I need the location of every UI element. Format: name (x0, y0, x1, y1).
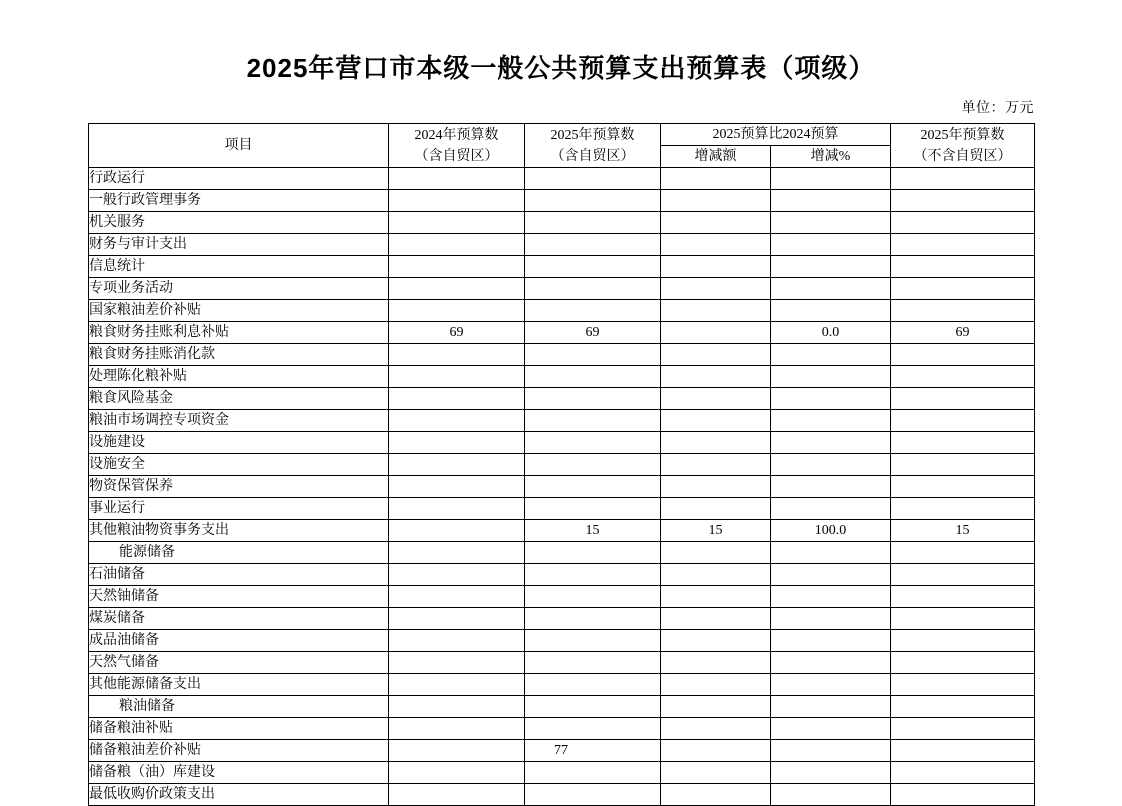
row-item-name: 物资保管保养 (89, 476, 389, 498)
row-item-name: 财务与审计支出 (89, 234, 389, 256)
table-row (89, 190, 1035, 212)
table-row (89, 410, 1035, 432)
header-2024-line2: （含自贸区） (414, 148, 499, 164)
table-row (89, 300, 1035, 322)
row-value-percent (771, 454, 891, 476)
row-value-2025 (525, 344, 661, 366)
row-value-2025-excl (891, 674, 1035, 696)
row-value-2024 (389, 454, 525, 476)
row-value-percent (771, 366, 891, 388)
row-value-delta (661, 498, 771, 520)
table-row (89, 366, 1035, 388)
row-value-2024 (389, 300, 525, 322)
row-value-2025 (525, 784, 661, 806)
row-item-name: 石油储备 (89, 564, 389, 586)
table-row (89, 608, 1035, 630)
row-value-2024 (389, 432, 525, 454)
row-value-percent (771, 168, 891, 190)
row-value-2025 (525, 212, 661, 234)
row-item-name: 信息统计 (89, 256, 389, 278)
row-value-2025-excl (891, 212, 1035, 234)
table-row (89, 586, 1035, 608)
row-value-2025 (525, 366, 661, 388)
table-row (89, 432, 1035, 454)
row-value-2025 (525, 234, 661, 256)
row-value-2025-excl (891, 234, 1035, 256)
row-value-delta (661, 300, 771, 322)
row-value-2025 (525, 278, 661, 300)
row-value-2024 (389, 212, 525, 234)
row-value-2025-excl (891, 696, 1035, 718)
row-item-name: 储备粮油补贴 (89, 718, 389, 740)
row-value-2025 (525, 696, 661, 718)
row-value-2025: 69 (525, 322, 661, 344)
row-item-name: 粮食风险基金 (89, 388, 389, 410)
table-header (89, 124, 1035, 168)
row-value-2025-excl (891, 256, 1035, 278)
row-value-2024 (389, 256, 525, 278)
row-value-2025-excl (891, 476, 1035, 498)
row-value-2025 (525, 168, 661, 190)
row-value-delta (661, 432, 771, 454)
row-item-name: 设施建设 (89, 432, 389, 454)
row-value-2025 (525, 564, 661, 586)
row-value-2025-excl (891, 762, 1035, 784)
row-value-delta (661, 388, 771, 410)
row-value-percent (771, 410, 891, 432)
row-value-percent (771, 256, 891, 278)
header-2025-line2: （含自贸区） (550, 148, 635, 164)
header-item: 项目 (89, 124, 389, 168)
row-value-2025-excl (891, 190, 1035, 212)
row-value-delta (661, 344, 771, 366)
row-value-2025 (525, 256, 661, 278)
table-row (89, 564, 1035, 586)
row-item-name: 其他粮油物资事务支出 (89, 520, 389, 542)
header-2024-line1: 2024年预算数 (414, 127, 499, 143)
row-value-2025-excl (891, 784, 1035, 806)
row-value-2024 (389, 674, 525, 696)
row-value-percent: 100.0 (771, 520, 891, 542)
row-item-name: 一般行政管理事务 (89, 190, 389, 212)
row-value-percent (771, 432, 891, 454)
row-value-delta (661, 762, 771, 784)
table-row (89, 520, 1035, 542)
table-row (89, 256, 1035, 278)
row-value-2025 (525, 674, 661, 696)
page-title: 2025年营口市本级一般公共预算支出预算表（项级） (246, 53, 876, 83)
table-row (89, 652, 1035, 674)
table-row (89, 278, 1035, 300)
row-item-name: 最低收购价政策支出 (89, 784, 389, 806)
table-row (89, 762, 1035, 784)
row-value-2025-excl (891, 168, 1035, 190)
row-value-delta: 15 (661, 520, 771, 542)
row-value-2024: 69 (389, 322, 525, 344)
row-item-name: 储备粮油差价补贴 (89, 740, 389, 762)
row-value-percent: 0.0 (771, 322, 891, 344)
row-value-delta (661, 454, 771, 476)
row-value-2024 (389, 344, 525, 366)
row-value-2025 (525, 190, 661, 212)
unit-label: 单位：万元 (961, 99, 1034, 115)
row-item-name: 其他能源储备支出 (89, 674, 389, 696)
row-value-percent (771, 608, 891, 630)
row-value-2024 (389, 542, 525, 564)
table-row (89, 630, 1035, 652)
row-value-delta (661, 652, 771, 674)
row-value-percent (771, 300, 891, 322)
row-value-2024 (389, 520, 525, 542)
row-item-name: 粮油储备 (89, 696, 389, 718)
row-value-delta (661, 322, 771, 344)
row-value-delta (661, 542, 771, 564)
row-value-percent (771, 718, 891, 740)
table-row (89, 212, 1035, 234)
row-item-name: 机关服务 (89, 212, 389, 234)
row-item-name: 事业运行 (89, 498, 389, 520)
row-value-percent (771, 388, 891, 410)
row-value-2025-excl (891, 300, 1035, 322)
row-value-2025 (525, 608, 661, 630)
row-item-name: 成品油储备 (89, 630, 389, 652)
table-row (89, 674, 1035, 696)
row-value-2025 (525, 454, 661, 476)
row-value-percent (771, 652, 891, 674)
table-row (89, 696, 1035, 718)
row-item-name: 能源储备 (89, 542, 389, 564)
row-value-2024 (389, 564, 525, 586)
row-value-2024 (389, 652, 525, 674)
row-item-name: 粮食财务挂账利息补贴 (89, 322, 389, 344)
header-compare-group: 2025预算比2024预算 (661, 124, 891, 146)
row-value-delta (661, 410, 771, 432)
row-value-2025-excl (891, 542, 1035, 564)
row-value-2025-excl: 15 (891, 520, 1035, 542)
table-row (89, 388, 1035, 410)
row-value-2025-excl (891, 630, 1035, 652)
table-row (89, 454, 1035, 476)
row-value-2025-excl (891, 498, 1035, 520)
row-item-name: 粮食财务挂账消化款 (89, 344, 389, 366)
header-2025-excl (891, 124, 1035, 168)
row-item-name: 天然气储备 (89, 652, 389, 674)
row-value-2024 (389, 784, 525, 806)
row-value-delta (661, 586, 771, 608)
table-row (89, 322, 1035, 344)
row-value-percent (771, 784, 891, 806)
row-value-2025-excl (891, 718, 1035, 740)
header-2025-excl-line2: （不含自贸区） (913, 148, 1012, 164)
row-value-2024 (389, 234, 525, 256)
table-row (89, 168, 1035, 190)
row-value-2025 (525, 388, 661, 410)
table-row (89, 542, 1035, 564)
row-value-2025-excl (891, 586, 1035, 608)
row-value-delta (661, 278, 771, 300)
row-value-delta (661, 608, 771, 630)
row-value-percent (771, 476, 891, 498)
row-value-2025-excl (891, 388, 1035, 410)
budget-table-container (0, 117, 1122, 806)
row-value-2024 (389, 168, 525, 190)
row-item-name: 煤炭储备 (89, 608, 389, 630)
row-value-2025 (525, 432, 661, 454)
row-value-2025 (525, 410, 661, 432)
row-value-2025-excl (891, 432, 1035, 454)
row-value-delta (661, 718, 771, 740)
row-value-percent (771, 212, 891, 234)
row-value-delta (661, 784, 771, 806)
row-value-2024 (389, 388, 525, 410)
header-2024 (389, 124, 525, 168)
row-value-2025-excl (891, 366, 1035, 388)
row-value-2025 (525, 762, 661, 784)
row-value-2025: 15 (525, 520, 661, 542)
table-row (89, 344, 1035, 366)
row-item-name: 储备粮（油）库建设 (89, 762, 389, 784)
row-value-2024 (389, 366, 525, 388)
page-number: 77 (554, 743, 568, 758)
row-item-name: 设施安全 (89, 454, 389, 476)
row-value-delta (661, 674, 771, 696)
row-value-2025-excl (891, 278, 1035, 300)
row-value-2025 (525, 630, 661, 652)
row-value-percent (771, 762, 891, 784)
row-value-delta (661, 630, 771, 652)
row-item-name: 行政运行 (89, 168, 389, 190)
row-value-2025 (525, 718, 661, 740)
table-body (89, 168, 1035, 806)
row-value-delta (661, 168, 771, 190)
row-value-2025-excl (891, 652, 1035, 674)
row-value-percent (771, 344, 891, 366)
row-item-name: 天然铀储备 (89, 586, 389, 608)
row-value-2025-excl (891, 608, 1035, 630)
row-value-2025 (525, 498, 661, 520)
table-row (89, 784, 1035, 806)
row-value-2025-excl: 69 (891, 322, 1035, 344)
row-value-2024 (389, 498, 525, 520)
row-value-percent (771, 674, 891, 696)
table-row (89, 476, 1035, 498)
row-value-2024 (389, 586, 525, 608)
header-2025-line1: 2025年预算数 (550, 127, 635, 143)
row-value-2024 (389, 278, 525, 300)
row-value-delta (661, 212, 771, 234)
row-item-name: 粮油市场调控专项资金 (89, 410, 389, 432)
row-value-percent (771, 586, 891, 608)
row-value-2024 (389, 630, 525, 652)
row-value-2025 (525, 652, 661, 674)
row-value-percent (771, 542, 891, 564)
row-value-2025 (525, 300, 661, 322)
row-value-2024 (389, 410, 525, 432)
row-value-2024 (389, 190, 525, 212)
row-item-name: 国家粮油差价补贴 (89, 300, 389, 322)
table-row (89, 718, 1035, 740)
row-item-name: 专项业务活动 (89, 278, 389, 300)
row-value-percent (771, 234, 891, 256)
row-value-2025 (525, 586, 661, 608)
header-2025-excl-line1: 2025年预算数 (920, 127, 1005, 143)
row-value-2025-excl (891, 454, 1035, 476)
row-value-percent (771, 696, 891, 718)
row-value-2025-excl (891, 410, 1035, 432)
row-value-2024 (389, 718, 525, 740)
row-value-percent (771, 278, 891, 300)
row-value-percent (771, 498, 891, 520)
row-value-2025 (525, 542, 661, 564)
row-value-delta (661, 696, 771, 718)
row-value-percent (771, 630, 891, 652)
table-row (89, 234, 1035, 256)
row-value-2024 (389, 762, 525, 784)
row-value-delta (661, 366, 771, 388)
row-value-2025-excl (891, 564, 1035, 586)
budget-table (88, 123, 1035, 806)
row-value-2025 (525, 476, 661, 498)
row-value-2024 (389, 608, 525, 630)
row-value-2025-excl (891, 344, 1035, 366)
row-value-2024 (389, 476, 525, 498)
row-value-2024 (389, 696, 525, 718)
row-item-name: 处理陈化粮补贴 (89, 366, 389, 388)
row-value-delta (661, 564, 771, 586)
header-compare-amount: 增减额 (661, 146, 771, 168)
row-value-percent (771, 564, 891, 586)
row-value-percent (771, 190, 891, 212)
header-compare-percent: 增减% (771, 146, 891, 168)
row-value-delta (661, 476, 771, 498)
row-value-delta (661, 256, 771, 278)
header-2025 (525, 124, 661, 168)
row-value-delta (661, 234, 771, 256)
row-value-delta (661, 190, 771, 212)
table-row (89, 498, 1035, 520)
